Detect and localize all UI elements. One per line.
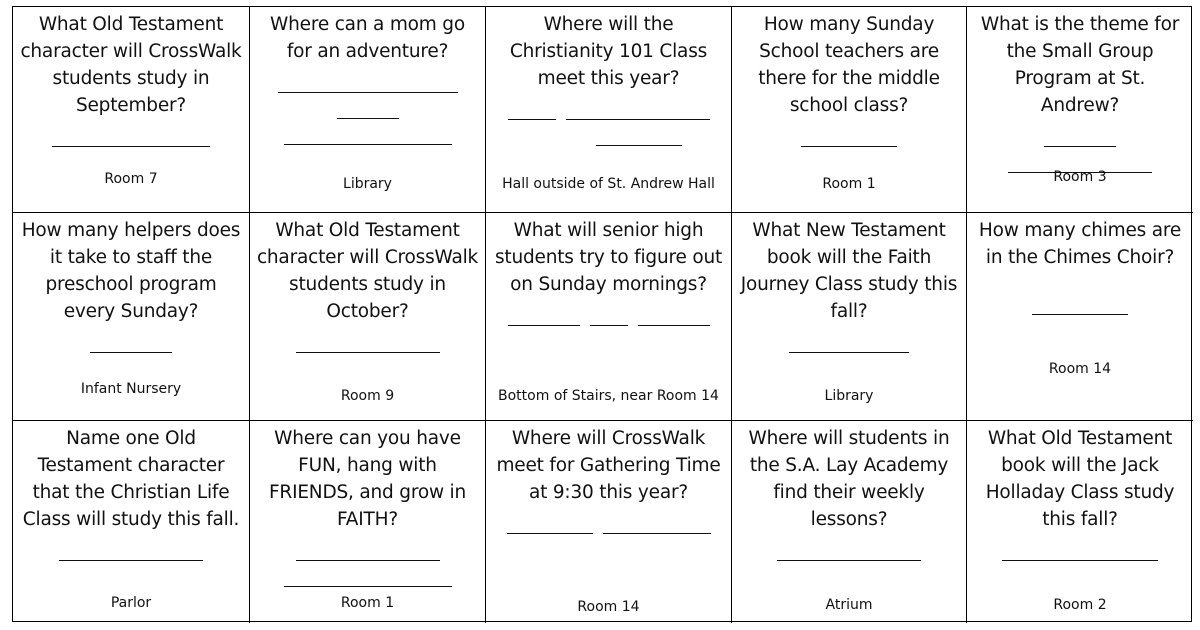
card-5 xyxy=(967,7,1193,213)
answer-blanks xyxy=(13,535,249,561)
answer-blanks xyxy=(250,327,485,353)
answer-blanks xyxy=(732,327,966,353)
answer-blank xyxy=(777,559,921,561)
answer-blank xyxy=(1044,145,1116,147)
answer-blanks xyxy=(13,121,249,147)
card-room: Room 14 xyxy=(577,599,640,615)
answer-blank xyxy=(59,559,203,561)
card-12 xyxy=(250,421,486,623)
card-question: How many chimes are in the Chimes Choir? xyxy=(978,220,1182,268)
answer-blank xyxy=(789,351,909,353)
answer-blank xyxy=(1002,559,1158,561)
answer-blank xyxy=(508,118,556,120)
card-8 xyxy=(486,213,732,421)
answer-blank xyxy=(508,324,580,326)
card-room: Room 14 xyxy=(1048,361,1112,377)
card-question: Where will CrossWalk meet for Gathering Time at 9:30 this year? xyxy=(496,428,721,503)
card-room: Room 1 xyxy=(340,595,395,611)
answer-blank xyxy=(638,324,710,326)
answer-blank xyxy=(90,351,172,353)
answer-blank xyxy=(296,559,440,561)
card-15 xyxy=(967,421,1193,623)
answer-blanks xyxy=(250,535,485,587)
answer-blank xyxy=(507,532,593,534)
card-room: Room 9 xyxy=(340,388,395,404)
answer-blank xyxy=(52,145,210,147)
answer-blank xyxy=(596,144,682,146)
answer-blank xyxy=(566,118,710,120)
answer-blanks xyxy=(967,121,1193,173)
answer-blanks xyxy=(486,508,731,534)
card-question: What will senior high students try to figure out on Sunday mornings? xyxy=(494,220,723,295)
card-room: Parlor xyxy=(110,595,152,611)
card-9 xyxy=(732,213,967,421)
card-question: How many Sunday School teachers are there for the middle school class? xyxy=(758,14,940,116)
card-14 xyxy=(732,421,967,623)
answer-blanks xyxy=(13,327,249,353)
answer-blanks xyxy=(486,94,731,146)
card-question: Where will the Christianity 101 Class meet this year? xyxy=(509,14,708,89)
scavenger-hunt-grid xyxy=(12,6,1192,622)
card-7 xyxy=(250,213,486,421)
answer-blanks xyxy=(732,535,966,561)
answer-blanks xyxy=(732,121,966,147)
card-room: Room 2 xyxy=(1053,597,1107,613)
card-room: Library xyxy=(824,388,874,404)
answer-blanks xyxy=(967,535,1193,561)
card-room: Room 1 xyxy=(822,176,876,192)
card-question: Name one Old Testament character that the Christian Life Class will study this fall. xyxy=(22,428,240,530)
card-question: What Old Testament character will CrossWalk students study in October? xyxy=(256,220,479,322)
card-2 xyxy=(250,7,486,213)
card-question: How many helpers does it take to staff the preschool program every Sunday? xyxy=(21,220,241,322)
card-1 xyxy=(13,7,250,213)
card-room: Infant Nursery xyxy=(80,381,182,397)
card-question: What Old Testament book will the Jack Holladay Class study this fall? xyxy=(985,428,1175,530)
answer-blanks xyxy=(486,300,731,326)
card-question: Where can a mom go for an adventure? xyxy=(270,14,465,62)
answer-blanks xyxy=(967,289,1193,315)
card-question: Where will students in the S.A. Lay Academy find their weekly lessons? xyxy=(748,428,950,530)
answer-blank xyxy=(590,324,628,326)
answer-blank xyxy=(1032,313,1128,315)
answer-blank xyxy=(801,145,897,147)
card-10 xyxy=(967,213,1193,421)
answer-blank xyxy=(284,585,452,587)
card-room: Bottom of Stairs, near Room 14 xyxy=(498,388,719,404)
card-room: Room 7 xyxy=(104,171,158,187)
card-11 xyxy=(13,421,250,623)
card-room: Room 3 xyxy=(1053,169,1107,185)
card-room: Atrium xyxy=(825,597,873,613)
card-question: What is the theme for the Small Group Program at St. Andrew? xyxy=(980,14,1180,116)
answer-blanks xyxy=(250,67,485,145)
card-13 xyxy=(486,421,732,623)
card-6 xyxy=(13,213,250,421)
card-room: Hall outside of St. Andrew Hall xyxy=(502,176,715,192)
answer-blank xyxy=(337,117,399,119)
card-question: What New Testament book will the Faith Journey Class study this fall? xyxy=(740,220,958,322)
answer-blank xyxy=(284,143,452,145)
card-question: Where can you have FUN, hang with FRIENDS, and grow in FAITH? xyxy=(268,428,467,530)
answer-blank xyxy=(278,91,458,93)
card-question: What Old Testament character will CrossWalk students study in September? xyxy=(20,14,242,116)
answer-blank xyxy=(603,532,711,534)
card-room: Library xyxy=(343,176,392,192)
answer-blank xyxy=(296,351,440,353)
card-4 xyxy=(732,7,967,213)
card-3 xyxy=(486,7,732,213)
